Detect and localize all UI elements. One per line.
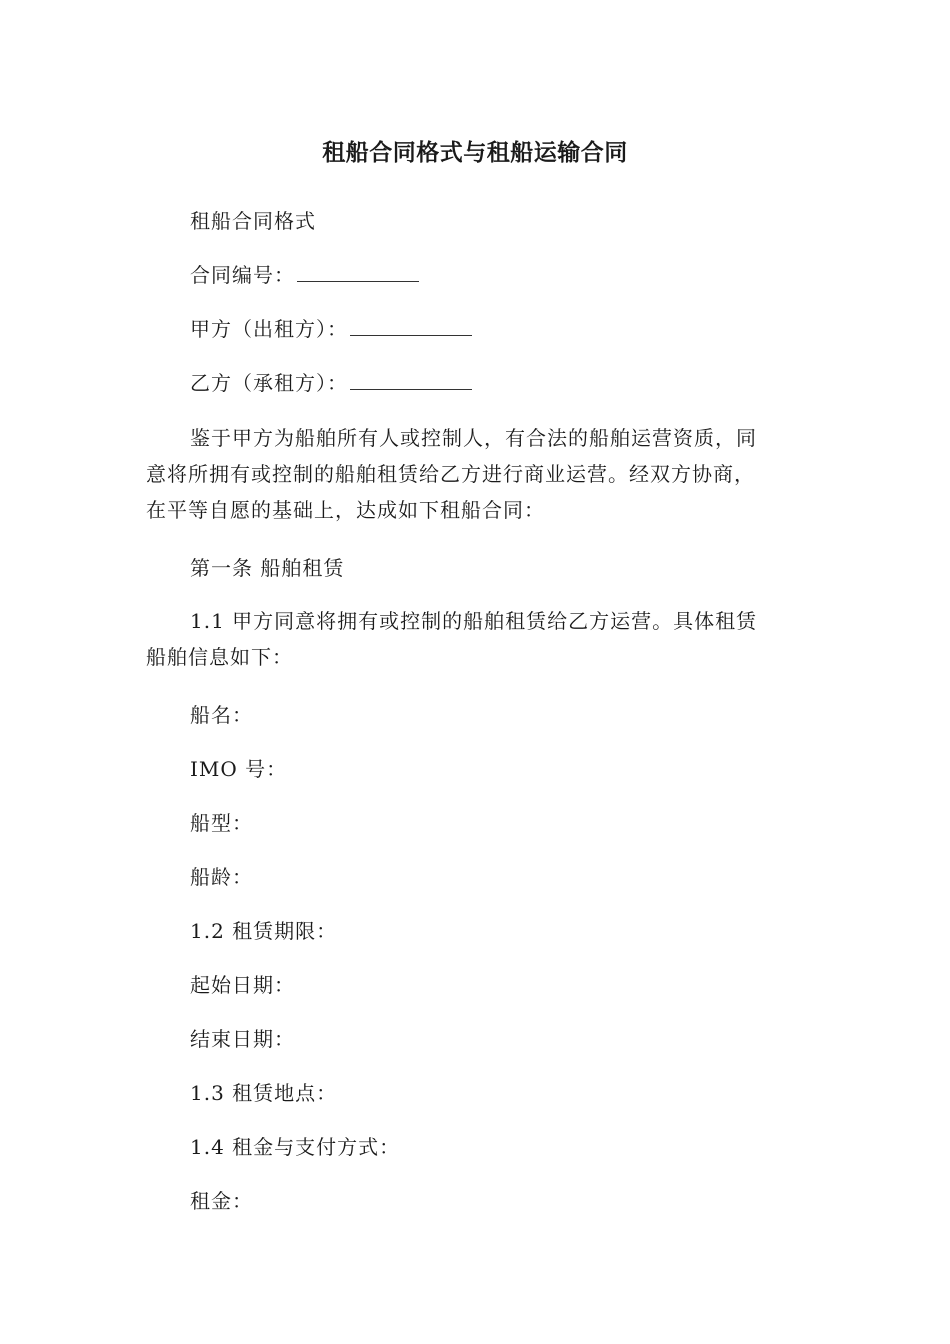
start-date-label: 起始日期： [190,973,295,997]
party-a-label: 甲方（出租方）： [190,317,348,341]
contract-number-blank [297,263,419,282]
contract-number-line [190,261,419,289]
preamble-line-3: 在平等自愿的基础上，达成如下租船合同： [146,498,545,522]
party-b-label: 乙方（承租方）： [190,371,348,395]
preamble-line-1: 鉴于甲方为船舶所有人或控制人，有合法的船舶运营资质，同 [190,426,757,450]
clause-1-4: 1.4 租金与支付方式： [190,1135,401,1159]
clause-1-3: 1.3 租赁地点： [190,1081,338,1105]
clause-1-2: 1.2 租赁期限： [190,919,338,943]
clause-1-1 [146,603,796,675]
subtitle: 租船合同格式 [190,209,316,233]
imo-label: IMO 号： [190,757,288,781]
party-a-line [190,315,472,343]
ship-age-label: 船龄： [190,865,253,889]
contract-number-label: 合同编号： [190,263,295,287]
preamble-paragraph [146,420,796,528]
preamble-line-2: 意将所拥有或控制的船舶租赁给乙方进行商业运营。经双方协商， [146,462,755,486]
document-title: 租船合同格式与租船运输合同 [322,140,628,166]
ship-type-label: 船型： [190,811,253,835]
clause-1-1-line-2: 船舶信息如下： [146,645,293,669]
article-1-heading: 第一条 船舶租赁 [190,556,345,580]
rent-label: 租金： [190,1189,253,1213]
party-a-blank [350,317,472,336]
party-b-blank [350,371,472,390]
ship-name-label: 船名： [190,703,253,727]
end-date-label: 结束日期： [190,1027,295,1051]
party-b-line [190,369,472,397]
clause-1-1-line-1: 1.1 甲方同意将拥有或控制的船舶租赁给乙方运营。具体租赁 [190,609,758,633]
